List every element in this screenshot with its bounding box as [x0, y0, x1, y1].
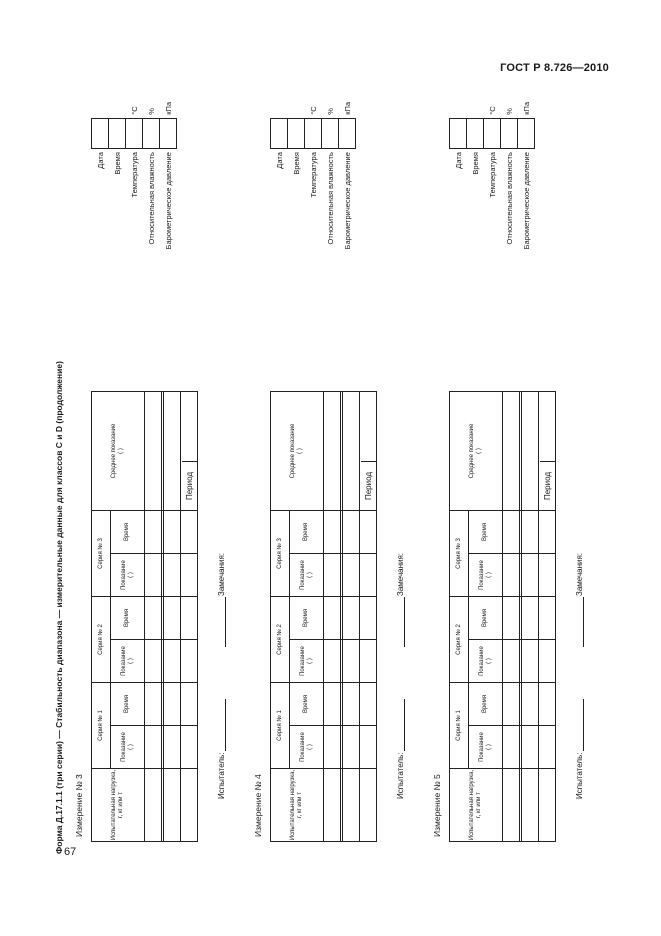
data-cell[interactable]: [503, 511, 520, 554]
series2-header: Серия № 2: [92, 597, 111, 683]
data-cell[interactable]: [181, 554, 198, 597]
data-cell[interactable]: [324, 392, 341, 511]
time-header: Время: [111, 683, 145, 726]
data-cell[interactable]: [164, 769, 181, 842]
data-cell[interactable]: [164, 726, 181, 769]
data-cell[interactable]: [360, 769, 377, 842]
condition-value-cell[interactable]: [501, 118, 518, 148]
data-cell[interactable]: [324, 597, 341, 640]
load-header: Испытательная нагрузка, г, кг или т: [92, 769, 145, 842]
data-cell[interactable]: [503, 769, 520, 842]
data-cell[interactable]: [181, 769, 198, 842]
condition-row: [288, 94, 305, 268]
condition-row: [484, 94, 501, 268]
data-cell[interactable]: [522, 554, 539, 597]
notes-field: Замечания:: [574, 553, 584, 648]
measurement-table: [91, 391, 198, 842]
data-cell[interactable]: [181, 640, 198, 683]
condition-row: [126, 94, 143, 268]
condition-label: Барометрическое давление: [521, 152, 531, 250]
condition-row: [271, 94, 288, 268]
reading-header: Показание ( ): [290, 726, 324, 769]
period-label: Период: [540, 461, 556, 511]
reading-header: Показание ( ): [290, 640, 324, 683]
data-cell[interactable]: [324, 726, 341, 769]
condition-label: Температура: [129, 152, 139, 198]
time-header: Время: [469, 683, 503, 726]
condition-row: [467, 94, 484, 268]
data-cell[interactable]: [145, 597, 162, 640]
data-cell[interactable]: [522, 683, 539, 726]
series3-header: Серия № 3: [271, 511, 290, 597]
condition-label: Дата: [453, 152, 463, 169]
condition-label: Дата: [274, 152, 284, 169]
measurement-block-3: [74, 94, 244, 854]
condition-unit: %: [146, 108, 156, 115]
data-cell[interactable]: [503, 554, 520, 597]
condition-unit: [271, 94, 288, 118]
data-cell[interactable]: [324, 511, 341, 554]
period-label: Период: [182, 461, 198, 511]
series3-header: Серия № 3: [450, 511, 469, 597]
avg-header: Среднее показание ( ): [271, 392, 324, 511]
data-cell[interactable]: [503, 683, 520, 726]
data-cell[interactable]: [360, 511, 377, 554]
condition-row: [160, 94, 177, 268]
data-cell[interactable]: [522, 726, 539, 769]
conditions-table: [270, 94, 356, 268]
rotated-form: [54, 94, 584, 854]
avg-header: Среднее показание ( ): [450, 392, 503, 511]
data-cell[interactable]: [145, 511, 162, 554]
data-cell[interactable]: [343, 769, 360, 842]
data-cell[interactable]: [360, 597, 377, 640]
condition-value-cell[interactable]: [288, 118, 305, 148]
condition-value-cell[interactable]: [271, 118, 288, 148]
condition-value-cell[interactable]: [322, 118, 339, 148]
condition-unit: [288, 94, 305, 118]
condition-label: Время: [470, 152, 480, 175]
data-cell[interactable]: [343, 392, 360, 511]
data-cell[interactable]: [164, 640, 181, 683]
reading-header: Показание ( ): [111, 554, 145, 597]
data-cell[interactable]: [343, 597, 360, 640]
condition-row: [143, 94, 160, 268]
condition-label: Время: [112, 152, 122, 175]
data-cell[interactable]: [343, 554, 360, 597]
reading-header: Показание ( ): [111, 640, 145, 683]
condition-label: Время: [291, 152, 301, 175]
condition-value-cell[interactable]: [518, 118, 535, 148]
data-cell[interactable]: [324, 683, 341, 726]
condition-row: [339, 94, 356, 268]
data-cell[interactable]: [181, 726, 198, 769]
condition-unit: °С: [129, 106, 139, 115]
measurement-title: Измерение № 5: [432, 774, 442, 837]
load-header: Испытательная нагрузка, г, кг или т: [450, 769, 503, 842]
data-cell[interactable]: [360, 640, 377, 683]
series2-header: Серия № 2: [271, 597, 290, 683]
condition-unit: %: [325, 108, 335, 115]
load-header: Испытательная нагрузка, г, кг или т: [271, 769, 324, 842]
time-header: Время: [469, 597, 503, 640]
data-cell[interactable]: [360, 726, 377, 769]
data-cell[interactable]: [181, 683, 198, 726]
data-cell[interactable]: [539, 683, 556, 726]
time-header: Время: [290, 683, 324, 726]
time-header: Время: [111, 597, 145, 640]
measurement-table: [270, 391, 377, 842]
data-cell[interactable]: [145, 726, 162, 769]
form-title: Форма Д.17.1.1 (три серии) — Стабильность диапазона — измерительные данные для классов С и D (продолжение): [54, 361, 64, 854]
reading-header: Показание ( ): [469, 640, 503, 683]
tester-field: Испытатель:: [216, 699, 226, 800]
data-cell[interactable]: [522, 511, 539, 554]
condition-label: Относительная влажность: [504, 152, 514, 245]
time-header: Время: [111, 511, 145, 554]
series1-header: Серия № 1: [271, 683, 290, 769]
condition-value-cell[interactable]: [450, 118, 467, 148]
data-cell[interactable]: [181, 597, 198, 640]
condition-label: Барометрическое давление: [163, 152, 173, 250]
data-cell[interactable]: [539, 640, 556, 683]
data-cell[interactable]: [360, 683, 377, 726]
data-cell[interactable]: [539, 597, 556, 640]
standard-header: ГОСТ Р 8.726—2010: [500, 62, 609, 74]
conditions-table: [91, 94, 177, 268]
data-cell[interactable]: [145, 683, 162, 726]
data-cell[interactable]: [539, 726, 556, 769]
condition-label: Относительная влажность: [325, 152, 335, 245]
condition-value-cell[interactable]: [467, 118, 484, 148]
data-cell[interactable]: [181, 511, 198, 554]
condition-unit: °С: [487, 106, 497, 115]
data-cell[interactable]: [503, 726, 520, 769]
condition-unit: кПа: [521, 101, 531, 115]
data-cell[interactable]: [503, 597, 520, 640]
data-cell[interactable]: [343, 683, 360, 726]
conditions-table: [449, 94, 535, 268]
data-cell[interactable]: [164, 392, 181, 511]
condition-value-cell[interactable]: [160, 118, 177, 148]
condition-label: Дата: [95, 152, 105, 169]
condition-unit: [109, 94, 126, 118]
condition-row: [518, 94, 535, 268]
data-cell[interactable]: [145, 554, 162, 597]
tester-field: Испытатель:: [574, 699, 584, 800]
condition-value-cell[interactable]: [305, 118, 322, 148]
data-cell[interactable]: [503, 392, 520, 511]
data-cell[interactable]: [164, 511, 181, 554]
time-header: Время: [290, 597, 324, 640]
reading-header: Показание ( ): [469, 554, 503, 597]
notes-field: Замечания:: [216, 553, 226, 648]
data-cell[interactable]: [539, 769, 556, 842]
data-cell[interactable]: [164, 597, 181, 640]
avg-header: Среднее показание ( ): [92, 392, 145, 511]
condition-unit: [467, 94, 484, 118]
measurement-block-5: [432, 94, 602, 854]
condition-label: Температура: [487, 152, 497, 198]
condition-unit: %: [504, 108, 514, 115]
data-cell[interactable]: [360, 554, 377, 597]
data-cell[interactable]: [324, 640, 341, 683]
condition-row: [501, 94, 518, 268]
data-cell[interactable]: [522, 597, 539, 640]
reading-header: Показание ( ): [290, 554, 324, 597]
data-cell[interactable]: [324, 769, 341, 842]
condition-value-cell[interactable]: [484, 118, 501, 148]
condition-unit: кПа: [342, 101, 352, 115]
data-cell[interactable]: [539, 511, 556, 554]
condition-label: Барометрическое давление: [342, 152, 352, 250]
time-header: Время: [469, 511, 503, 554]
condition-unit: [92, 94, 109, 118]
condition-unit: кПа: [163, 101, 173, 115]
period-label: Период: [361, 461, 377, 511]
reading-header: Показание ( ): [111, 726, 145, 769]
data-cell[interactable]: [145, 769, 162, 842]
data-cell[interactable]: [343, 726, 360, 769]
data-cell[interactable]: [522, 392, 539, 511]
measurement-block-4: [253, 94, 423, 854]
series1-header: Серия № 1: [450, 683, 469, 769]
data-cell[interactable]: [503, 640, 520, 683]
data-cell[interactable]: [324, 554, 341, 597]
time-header: Время: [290, 511, 324, 554]
condition-row: [322, 94, 339, 268]
data-cell[interactable]: [164, 683, 181, 726]
data-cell[interactable]: [145, 640, 162, 683]
reading-header: Показание ( ): [469, 726, 503, 769]
data-cell[interactable]: [522, 769, 539, 842]
condition-row: [450, 94, 467, 268]
data-cell[interactable]: [145, 392, 162, 511]
condition-unit: °С: [308, 106, 318, 115]
condition-value-cell[interactable]: [126, 118, 143, 148]
condition-row: [92, 94, 109, 268]
measurement-title: Измерение № 3: [74, 774, 84, 837]
tester-field: Испытатель:: [395, 699, 405, 800]
condition-unit: [450, 94, 467, 118]
notes-field: Замечания:: [395, 553, 405, 648]
data-cell[interactable]: [164, 554, 181, 597]
condition-row: [109, 94, 126, 268]
condition-label: Температура: [308, 152, 318, 198]
measurement-title: Измерение № 4: [253, 774, 263, 837]
series1-header: Серия № 1: [92, 683, 111, 769]
page-number: 67: [64, 846, 77, 858]
condition-row: [305, 94, 322, 268]
condition-value-cell[interactable]: [143, 118, 160, 148]
measurement-table: [449, 391, 556, 842]
data-cell[interactable]: [539, 554, 556, 597]
data-cell[interactable]: [343, 511, 360, 554]
condition-value-cell[interactable]: [92, 118, 109, 148]
condition-value-cell[interactable]: [109, 118, 126, 148]
series2-header: Серия № 2: [450, 597, 469, 683]
data-cell[interactable]: [522, 640, 539, 683]
data-cell[interactable]: [343, 640, 360, 683]
series3-header: Серия № 3: [92, 511, 111, 597]
condition-label: Относительная влажность: [146, 152, 156, 245]
condition-value-cell[interactable]: [339, 118, 356, 148]
